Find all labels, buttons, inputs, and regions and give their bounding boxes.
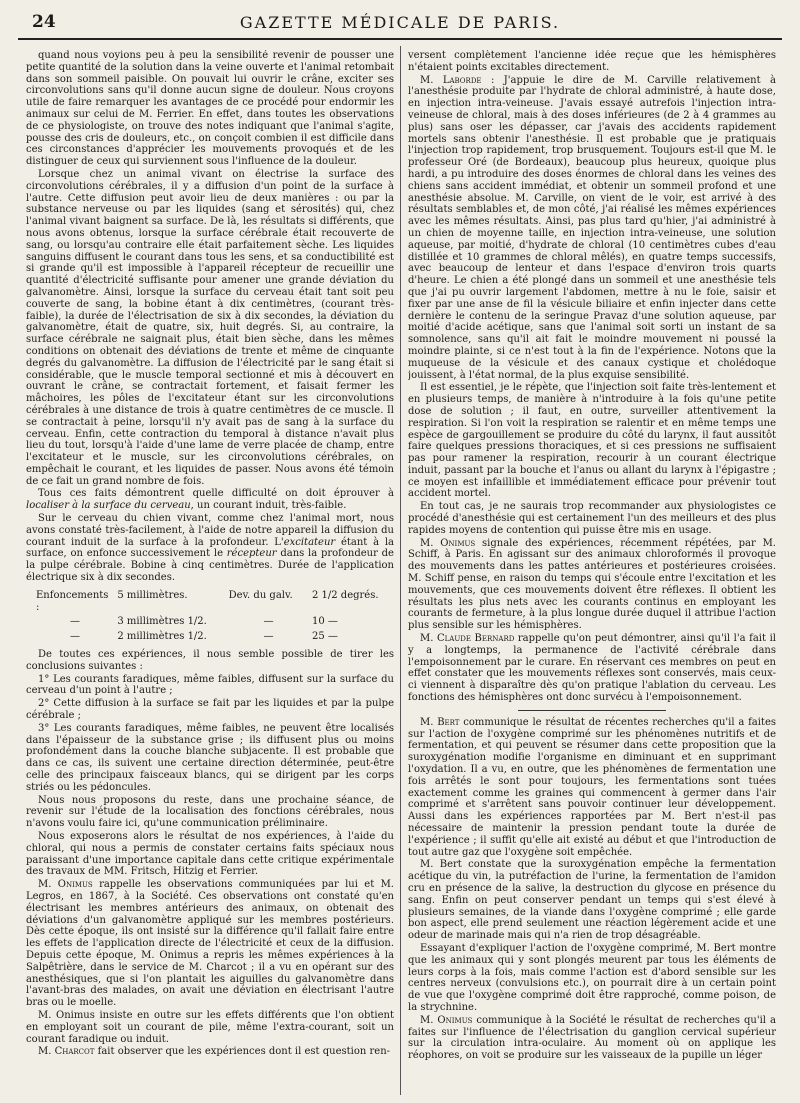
paragraph: M. Onimus insiste en outre sur les effets différents que l'on obtient en employant soit un courant de pile, même l'extra-courant, soit un courant faradique ou induit.	[26, 1009, 394, 1045]
conclusion-1: 1° Les courants faradiques, même faibles, diffusent sur la surface du cerveau d'un point à l'autre ;	[26, 673, 394, 697]
header-rule	[18, 38, 782, 40]
page-number: 24	[32, 12, 56, 32]
paragraph: M. Laborde : J'appuie le dire de M. Carville relativement à l'anesthésie produite par l'hydrate de chloral administré, à haute dose, en injection intra-veineuse. J'avais essayé autrefois l'injection intra-veineuse de chloral, mais à des doses inférieures (de 2 à 4 grammes au plus) sans oser les dépasser, car j'avais des accidents rapidement mortels sans obtenir l'anesthésie. Il est probable que je pratiquais l'injection trop rapidement, trop brusquement. Toujours est-il que M. le professeur Oré (de Bordeaux), beaucoup plus heureux, quoique plus hardi, a pu introduire des doses énormes de chloral dans les veines des chiens sans accident immédiat, et obtenir un sommeil profond et une anesthésie absolue. M. Carville, on vient de le voir, est arrivé à des résultats semblables et, de mon côté, j'ai réalisé les mêmes expériences avec les mêmes résultats. Ainsi, pas plus tard qu'hier, j'ai administré à un chien de moyenne taille, en injection intra-veineuse, une solution aqueuse, par moitié, d'hydrate de chloral (10 centimètres cubes d'eau distillée et 10 grammes de chloral mêlés), en quatre temps successifs, avec beaucoup de lenteur et dans l'espace d'environ trois quarts d'heure. Le chien a été plongé dans un sommeil et une anesthésie tels que j'ai pu ouvrir largement l'abdomen, mettre à nu le foie, saisir et fixer par une anse de fil la vésicule biliaire et enfin injecter dans cette dernière le contenu de la seringue Pravaz d'une solution aqueuse, par moitié d'acide acétique, sans que l'animal soit sorti un instant de sa somnolence, sans qu'il ait fait le moindre mouvement ni poussé la moindre plainte, si ce n'est tout à la fin de l'expérience. Notons que la muqueuse de la vésicule et des canaux cystique et cholédoque jouissent, à l'état normal, de la plus exquise sensibilité.	[408, 74, 776, 381]
journal-title: GAZETTE MÉDICALE DE PARIS.	[239, 13, 561, 32]
column-divider	[400, 46, 401, 1095]
paragraph: M. Onimus communique à la Société le résultat de recherches qu'il a faites sur l'influence de l'électrisation du ganglion cervical supérieur sur la circulation intra-oculaire. Au moment où on applique les réophores, on voit se produire sur les vaisseaux de la pupille un léger	[408, 1014, 776, 1062]
paragraph: De toutes ces expériences, il nous semble possible de tirer les conclusions suivantes :	[26, 649, 394, 672]
table-row: Enfoncements : 5 millimètres. Dev. du galv. 2 1/2 degrés.	[36, 589, 379, 613]
measurement-table	[26, 590, 394, 643]
right-column	[408, 50, 776, 1094]
left-column	[26, 50, 394, 1094]
paragraph: M. Bert constate que la suroxygénation empêche la fermentation acétique du vin, la putréfaction de l'urine, la fermentation de l'amidon cru en présence de la salive, la destruction du glycose en présence du sang. Enfin on peut conserver pendant un temps qui s'est élevé à plusieurs semaines, de la viande dans l'oxygène comprimé ; elle garde bon aspect, elle prend seulement une réaction légèrement acide et une odeur de marinade mais qui n'a rien de trop désagréable.	[408, 859, 776, 942]
table-row: — 2 millimètres 1/2. — 25 —	[70, 631, 338, 643]
paragraph: M. Bert communique le résultat de récentes recherches qu'il a faites sur l'action de l'oxygène comprimé sur les phénomènes nutritifs et de fermentation, et qui peuvent se résumer dans cette proposition que la suroxygénation modifie l'organisme en diminuant et en supprimant l'oxydation. Il a vu, en outre, que les phénomènes de fermentation une fois arrêtés le sont pour toujours, les fermentations sont tuées exactement comme les graines qui commencent à germer dans l'air comprimé et s'arrêtent sans pouvoir continuer leur développement. Aussi dans les expériences rapportées par M. Bert n'est-il pas nécessaire de maintenir la pression pendant toute la durée de l'expérience ; il suffit qu'elle ait existé au début et que l'introduction de tout autre gaz que l'oxygène soit empêchée.	[408, 716, 776, 858]
paragraph: M. Claude Bernard rappelle qu'on peut démontrer, ainsi qu'il l'a fait il y a longtemps, la permanence de l'activité cérébrale dans l'empoisonnement par le curare. En réservant ces membres on peut en effet constater que les mouvements réflexes sont conservés, mais ceux-ci viennent à disparaître dès qu'on pratique l'ablation du cerveau. Les fonctions des hémisphères ont donc survécu à l'empoisonnement.	[408, 633, 776, 704]
paragraph: Tous ces faits démontrent quelle difficulté on doit éprouver à localiser à la surface du cerveau, un courant induit, très-faible.	[26, 488, 394, 512]
paragraph: M. Onimus signale des expériences, récemment répétées, par M. Schiff, à Paris. En agissant sur des animaux chloroformés il provoque des mouvements dans les pattes antérieures et postérieures croisées. M. Schiff pense, en raison du temps qui s'écoule entre l'excitation et les mouvements, que ces mouvements doivent être réflexes. Il obtient les résultats les plus nets avec les courants continus en employant les courants de fermeture, à la plus longue durée duquel il attribue l'action plus sensible sur les hémisphères.	[408, 537, 776, 632]
paragraph: M. Onimus rappelle les observations communiquées par lui et M. Legros, en 1867, à la Société. Ces observations ont constaté qu'en électrisant les membres antérieurs des animaux, on obtenait des déviations d'un galvanomètre appliqué sur les membres postérieurs. Dès cette époque, ils ont insisté sur la différence qu'il fallait faire entre les effets de l'application directe de l'électricité et ceux de la diffusion. Depuis cette époque, M. Onimus a repris les mêmes expériences à la Salpêtrière, dans le service de M. Charcot ; il a vu en opérant sur des anesthésiques, que si l'on plantait les aiguilles du galvanomètre dans l'avant-bras des malades, on avait une déviation en électrisant l'autre bras ou le moelle.	[26, 879, 394, 1009]
paragraph: En tout cas, je ne saurais trop recommander aux physiologistes ce procédé d'anesthésie qui est certainement l'un des meilleurs et des plus rapides moyens de contention qui puisse être mis en usage.	[408, 501, 776, 536]
paragraph: M. Charcot fait observer que les expériences dont il est question ren-	[38, 1046, 391, 1058]
paragraph: Sur le cerveau du chien vivant, comme chez l'animal mort, nous avons constaté très-facilement, à l'aide de notre appareil la diffusion du courant induit de la surface à la profondeur. L'excitateur étant à la surface, on enfonce successivement le récepteur dans la profondeur de la pulpe cérébrale. Bobine à cinq centimètres. Durée de l'application électrique six à dix secondes.	[26, 513, 394, 584]
paragraph: Lorsque chez un animal vivant on électrise la surface des circonvolutions cérébrales, il y a diffusion d'un point de la surface à l'autre. Cette diffusion peut avoir lieu de deux manières : ou par la substance nerveuse ou par les liquides (sang et sérosités) qui, chez l'animal vivant baignent sa surface. De là, les résultats si différents, que nous avons obtenus, lorsque la surface cérébrale était recouverte de sang, ou lorsqu'au contraire elle était parfaitement sèche. Les liquides sanguins diffusent le courant dans tous les sens, et sa conductibilité est si grande qu'il est impossible à l'appareil récepteur de recueillir une quantité d'électricité suffisante pour amener une grande déviation du galvanomètre. Ainsi, lorsque la surface du cerveau était tant soit peu couverte de sang, la bobine étant à dix centimètres, (courant très-faible), la durée de l'électrisation de six à dix secondes, la déviation du galvanomètre, était de quatre, six, huit degrés. Si, au contraire, la surface cérébrale ne saignait plus, était bien sèche, dans les mêmes conditions on obtenait des déviations de trente et même de cinquante degrés du galvanomètre. La diffusion de l'électricité par le sang était si considérable, que le muscle temporal sectionné et mis à découvert en ouvrant le crâne, se contractait fortement, et faisait fermer les mâchoires, les pôles de l'excitateur étant sur les circonvolutions cérébrales à une distance de trois à quatre centimètres de ce muscle. Il se contractait à peine, lorsqu'il n'y avait pas de sang à la surface du cerveau. Enfin, cette contraction du temporal à distance n'avait plus lieu du tout, lorsqu'à l'aide d'une lame de verre placée de champ, entre l'excitateur et le muscle, sur les circonvolutions cérébrales, on empêchait le courant, et les liquides de passer. Nous avons été témoin de ce fait un grand nombre de fois.	[26, 168, 394, 487]
paragraph: Nous nous proposons du reste, dans une prochaine séance, de revenir sur l'étude de la localisation des fonctions cérébrales, nous n'avons voulu faire ici, qu'une communication préliminaire.	[26, 794, 394, 830]
paragraph: Nous exposerons alors le résultat de nos expériences, à l'aide du chloral, qui nous a permis de constater certains faits spéciaux nous paraissant d'une importance capitale dans cette critique expérimentale des travaux de MM. Fritsch, Hitzig et Ferrier.	[26, 831, 394, 878]
paragraph: versent complètement l'ancienne idée reçue que les hémisphères n'étaient points excitables directement.	[408, 50, 776, 73]
conclusion-3: 3° Les courants faradiques, même faibles, ne peuvent être localisés dans l'épaisseur de la substance grise ; ils diffusent plus ou moins profondément dans la couche blanche subjacente. Il est probable que dans ce cas, ils suivent une certaine direction déterminée, peut-être celle des principaux faisceaux blancs, qui se dirigent par les corps striés ou les pédoncules.	[26, 722, 394, 793]
conclusion-2: 2° Cette diffusion à la surface se fait par les liquides et par la pulpe cérébrale ;	[26, 698, 394, 722]
paragraph: Essayant d'expliquer l'action de l'oxygène comprimé, M. Bert montre que les animaux qui y sont plongés meurent par tous les éléments de leurs corps à la fois, mais comme l'action est d'abord sensible sur les centres nerveux (convulsions etc.), on pourrait dire à un certain point de vue que l'oxygène comprimé doit être rapproché, comme poison, de la strychnine.	[408, 942, 776, 1013]
paragraph: quand nous voyions peu à peu la sensibilité revenir de pousser une petite quantité de la solution dans la veine ouverte et l'animal retombait dans son sommeil paisible. On pouvait lui ouvrir le crâne, exciter ses circonvolutions sans qu'il donne aucun signe de douleur. Nous croyons utile de faire remarquer les avantages de ce procédé pour endormir les animaux sur celui de M. Ferrier. En effet, dans toutes les observations de ce physiologiste, on trouve des notes indiquant que l'animal s'agite, pousse des cris de douleurs, etc., on conçoit combien il est difficile dans ces circonstances d'apprécier les mouvements provoqués et de les distinguer de ceux qui surviennent sous l'influence de la douleur.	[26, 50, 394, 168]
paragraph: Il est essentiel, je le répète, que l'injection soit faite très-lentement et en plusieurs temps, de manière à n'introduire à la fois qu'une petite dose de solution ; il faut, en outre, surveiller attentivement la respiration. Si l'on voit la respiration se ralentir et en même temps une espèce de gargouillement se produire du côté du larynx, il faut aussitôt faire quelques pressions thoraciques, et si ces pressions ne suffisaient pas pour ramener la respiration, recourir à un courant électrique induit, passant par la bouche et l'anus ou allant du larynx à l'épigastre ; ce moyen est infaillible et immédiatement efficace pour prévenir tout accident mortel.	[408, 382, 776, 500]
table-row: — 3 millimètres 1/2. — 10 —	[70, 616, 338, 628]
page-header	[18, 10, 782, 36]
section-divider	[518, 710, 665, 711]
